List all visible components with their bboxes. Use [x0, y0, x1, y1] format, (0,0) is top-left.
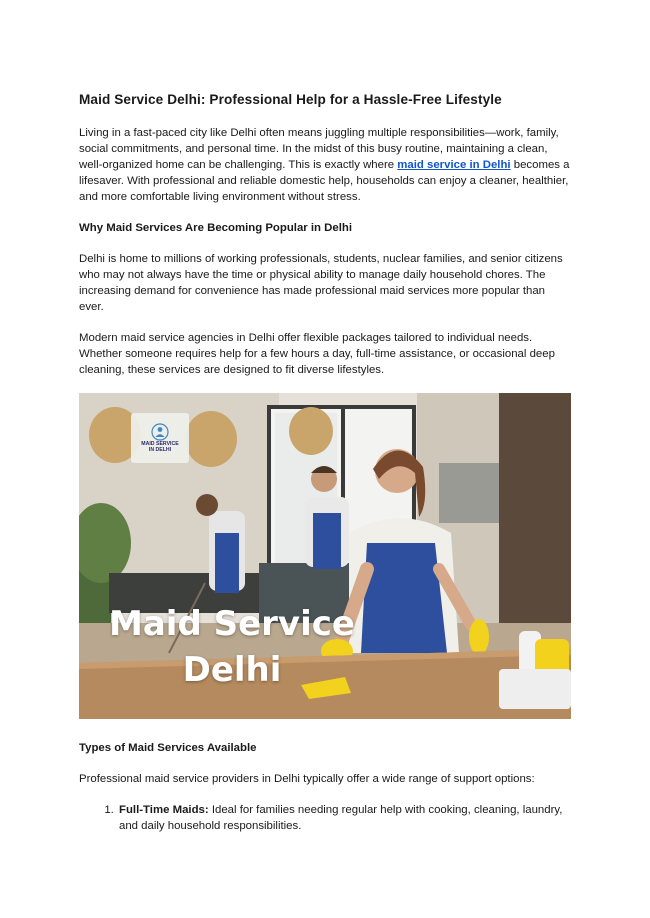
hero-caption: [97, 601, 367, 693]
types-intro: Professional maid service providers in Delhi typically offer a wide range of support options:: [79, 773, 535, 785]
hero-caption-line-1: Maid Service: [109, 604, 355, 644]
list-item-text: Ideal for families needing regular help with cooking, cleaning, laundry, and daily household responsibilities.: [119, 804, 563, 832]
hero-caption-line-2: Delhi: [182, 650, 282, 690]
logo-line-1: MAID SERVICE: [141, 441, 179, 447]
popular-heading: Why Maid Services Are Becoming Popular in Delhi: [79, 222, 353, 234]
types-list: [79, 802, 571, 834]
list-item: [117, 802, 571, 834]
hero-image: [79, 393, 571, 719]
popular-paragraph-2: Modern maid service agencies in Delhi offer flexible packages tailored to individual needs. Whether someone requires help for a few hours a day, full-time assistance, or occasional deep cleaning, these services are designed to fit diverse lifestyles.: [79, 332, 555, 376]
document-body: [79, 92, 571, 834]
list-item-label: Full-Time Maids:: [119, 804, 209, 816]
intro-text-before: Living in a fast-paced city like Delhi often means juggling multiple responsibilities—work, family, social commitments, and personal time. In the midst of this busy routine, maintaining a clean, well-organized home can be challenging. This is exactly where: [79, 127, 559, 171]
intro-text-after: becomes a lifesaver. With professional and reliable domestic help, households can enjoy a cleaner, healthier, and more comfortable living environment without stress.: [79, 159, 570, 203]
page-title: Maid Service Delhi: Professional Help for a Hassle-Free Lifestyle: [79, 92, 502, 107]
brand-logo: [131, 413, 189, 463]
maid-service-link[interactable]: maid service in Delhi: [397, 159, 511, 171]
maid-logo-icon: [151, 423, 169, 441]
popular-paragraph-1: Delhi is home to millions of working professionals, students, nuclear families, and senior citizens who may not always have the time or physical ability to manage daily household chores. The increasing demand for convenience has made professional maid services more popular than ever.: [79, 253, 563, 313]
intro-paragraph: [79, 125, 571, 205]
logo-line-2: IN DELHI: [148, 447, 172, 453]
types-heading: Types of Maid Services Available: [79, 742, 257, 754]
